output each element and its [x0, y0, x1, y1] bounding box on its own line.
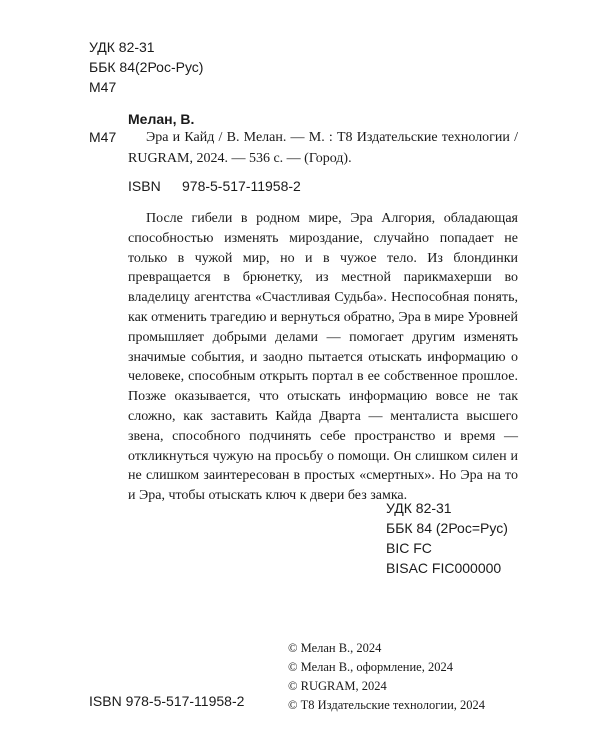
copyright-line: © RUGRAM, 2024	[288, 679, 387, 693]
bbk-code-bottom: ББК 84 (2Рос=Рус)	[386, 520, 508, 536]
classification-codes-bottom	[386, 498, 508, 578]
udk-code-bottom: УДК 82-31	[386, 500, 452, 516]
title-line-1: Эра и Кайд / В. Мелан. — М. : Т8 Издательские технологии /	[146, 130, 518, 145]
copyright-notices	[288, 639, 485, 715]
isbn-record	[128, 176, 301, 196]
bic-code: BIC FC	[386, 540, 432, 556]
copyright-line: © Мелан В., 2024	[288, 641, 382, 655]
annotation-text: После гибели в родном мире, Эра Алгория, обладающая способностью изменять мироздание, случайно попадает не только в чужой мир, но и в чужое тело. Из блондинки превращается в брюнетку, из местной парикмахерши во владелицу агентства «Счастливая Судьба». Неспособная понять, как отменить трагедию и вернуться обратно, Эра в мире Уровней промышляет добрыми делами — помогает другим изменять значимые события, и заодно пытается отыскать информацию о человеке, способным открыть портал в ее собственное прошлое. Позже оказывается, что отыскать информацию вовсе не так сложно, как заставить Кайда Дварта — менталиста высшего звена, способного подчинять себе пространство и время — откликнуться чужую на просьбу о помощи. Он слишком силен и не слишком заинтересован в простых «смертных». Но Эра на то и Эра, чтобы отыскать ключ к двери без замка.	[128, 211, 518, 504]
bbk-code: ББК 84(2Рос-Рус)	[89, 59, 204, 75]
author-sign: М47	[89, 79, 117, 95]
isbn-label: ISBN	[128, 178, 161, 194]
classification-codes-top	[89, 37, 203, 97]
author-name: Мелан, В.	[128, 111, 195, 127]
bibliographic-description	[128, 127, 518, 169]
isbn-bottom: ISBN 978-5-517-11958-2	[89, 693, 245, 709]
udk-code: УДК 82-31	[89, 39, 155, 55]
isbn-number: 978-5-517-11958-2	[182, 178, 301, 194]
copyright-line: © Т8 Издательские технологии, 2024	[288, 698, 486, 712]
copyright-line: © Мелан В., оформление, 2024	[288, 660, 453, 674]
title-line-2: RUGRAM, 2024. — 536 с. — (Город).	[128, 151, 352, 166]
bisac-code: BISAC FIC000000	[386, 560, 502, 576]
author-code: М47	[89, 129, 117, 145]
